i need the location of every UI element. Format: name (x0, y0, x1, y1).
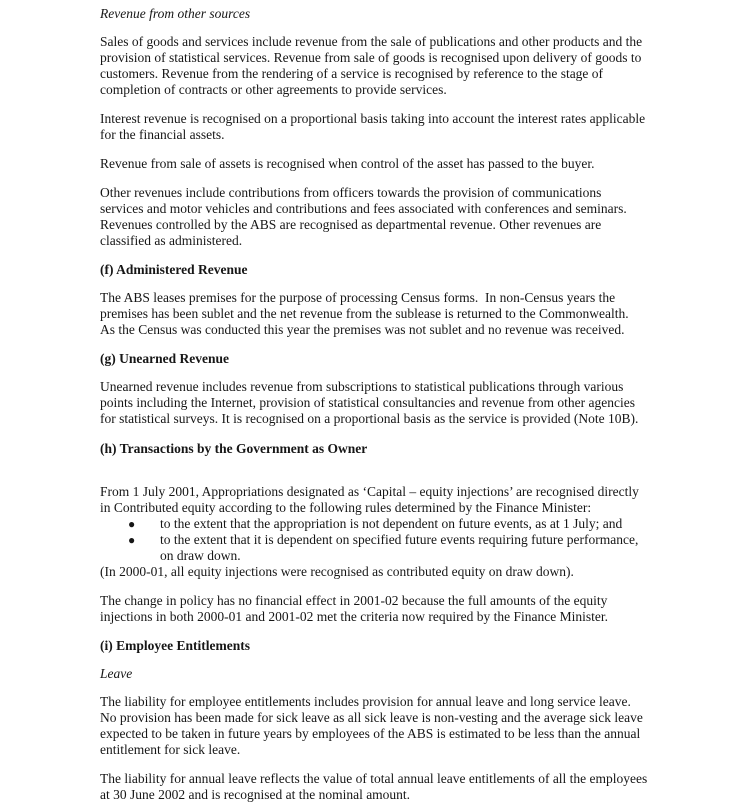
list-item (100, 516, 648, 532)
document-body (100, 6, 648, 803)
paragraph-appropriations-intro: From 1 July 2001, Appropriations designated as ‘Capital – equity injections’ are recognised directly in Contributed equity according to the following rules determined by the Finance Minister: (100, 484, 639, 515)
list-item-text: to the extent that it is dependent on specified future events requiring future performance, on draw down. (160, 532, 639, 563)
paragraph-2000-01-note: (In 2000-01, all equity injections were recognised as contributed equity on draw down). (100, 564, 574, 579)
heading-h-transactions-by-government-as-owner: (h) Transactions by the Government as Owner (100, 441, 368, 456)
paragraph-change-in-policy: The change in policy has no financial effect in 2001-02 because the full amounts of the equity injections in both 2000-01 and 2001-02 met the criteria now required by the Finance Minister. (100, 593, 609, 624)
heading-i-employee-entitlements: (i) Employee Entitlements (100, 638, 250, 653)
list-item (100, 532, 648, 564)
bullet-icon: ● (128, 533, 136, 547)
heading-f-administered-revenue: (f) Administered Revenue (100, 262, 248, 277)
heading-g-unearned-revenue: (g) Unearned Revenue (100, 351, 229, 366)
subheading-leave: Leave (100, 666, 133, 681)
equity-injections-rules-block (100, 484, 648, 580)
subheading-revenue-from-other-sources: Revenue from other sources (100, 6, 251, 21)
paragraph-sales-of-goods: Sales of goods and services include revenue from the sale of publications and other products and the provision of statistical services. Revenue from sale of goods is recognised upon delivery of goods to customers. Revenue from the rendering of a service is recognised by reference to the stage of completion of contracts or other agreements to provide services. (100, 34, 643, 97)
bullet-icon: ● (128, 517, 136, 531)
equity-injection-rules-list (100, 516, 648, 564)
paragraph-administered-revenue: The ABS leases premises for the purpose of processing Census forms. In non-Census years the premises has been sublet and the net revenue from the sublease is returned to the Commonwealth. As the Census was conducted this year the premises was not sublet and no revenue was received. (100, 290, 632, 337)
paragraph-liability-annual-leave: The liability for annual leave reflects the value of total annual leave entitlements of all the employees at 30 June 2002 and is recognised at the nominal amount. (100, 771, 648, 802)
paragraph-interest-revenue: Interest revenue is recognised on a proportional basis taking into account the interest rates applicable for the financial assets. (100, 111, 646, 142)
paragraph-unearned-revenue: Unearned revenue includes revenue from subscriptions to statistical publications through various points including the Internet, provision of statistical consultancies and revenue from other agencies for statistical surveys. It is recognised on a proportional basis as the service is provided (Note 10B). (100, 379, 639, 426)
paragraph-revenue-sale-of-assets: Revenue from sale of assets is recognised when control of the asset has passed to the buyer. (100, 156, 595, 171)
list-item-text: to the extent that the appropriation is not dependent on future events, as at 1 July; and (160, 516, 623, 531)
paragraph-other-revenues: Other revenues include contributions from officers towards the provision of communications services and motor vehicles and contributions and fees associated with conferences and seminars. Revenues controlled by the ABS are recognised as departmental revenue. Other revenues are classified as administered. (100, 185, 627, 248)
paragraph-liability-employee-entitlements: The liability for employee entitlements includes provision for annual leave and long service leave. No provision has been made for sick leave as all sick leave is non-vesting and the average sick leave expected to be taken in future years by employees of the ABS is estimated to be less than the annual entitlement for sick leave. (100, 694, 643, 757)
